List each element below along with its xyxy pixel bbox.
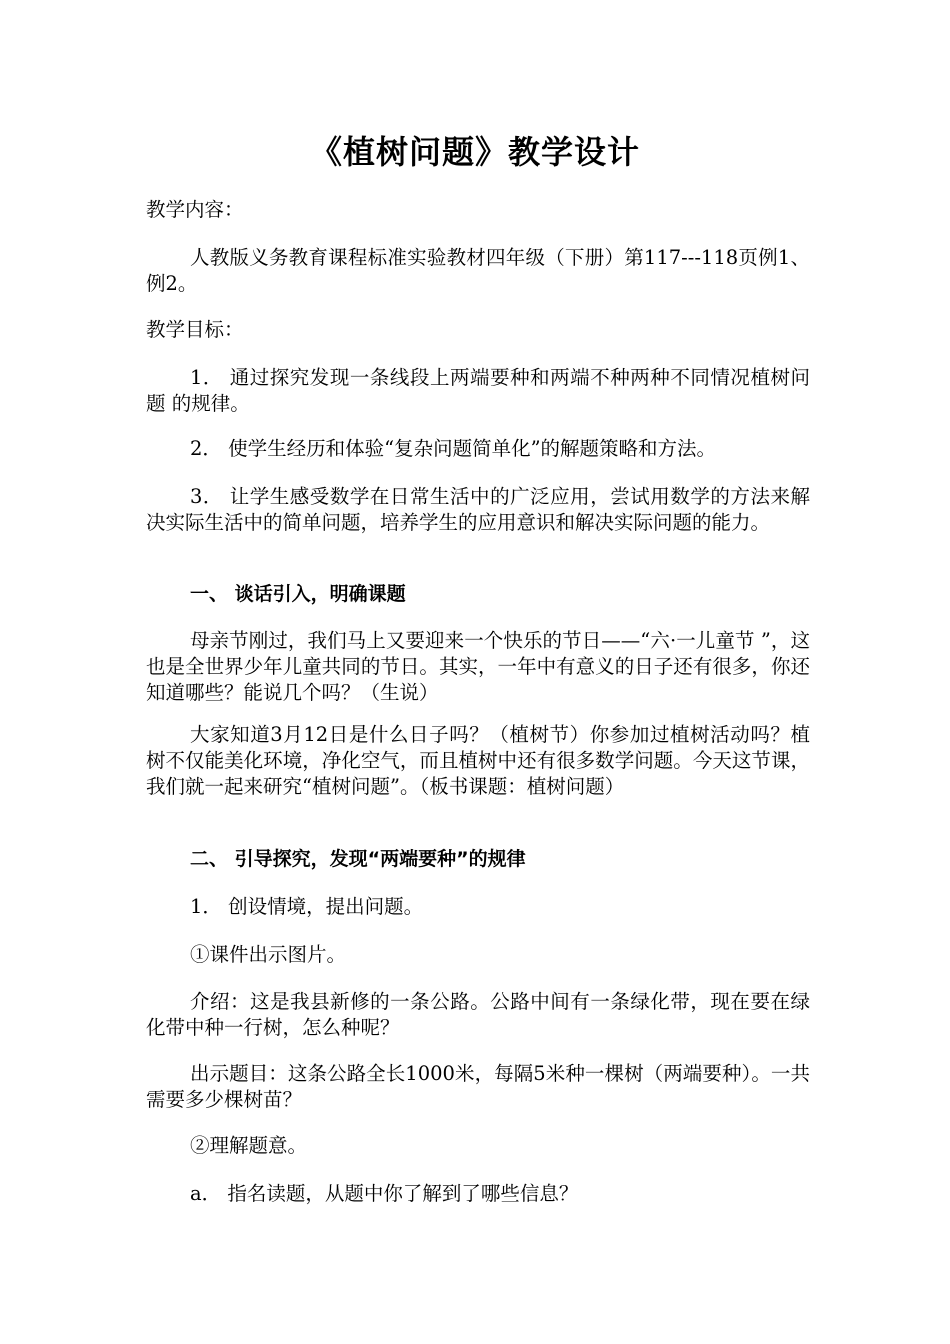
- step-read-problem: a． 指名读题，从题中你了解到了哪些信息？: [190, 1182, 579, 1205]
- section-label-objectives: 教学目标：: [146, 318, 244, 341]
- heading-part-1: 一、 谈话引入，明确课题: [190, 583, 406, 605]
- paragraph-problem: 出示题目：这条公路全长1000米，每隔5米种一棵树（两端要种）。一共需要多少棵树苗？: [146, 1062, 810, 1111]
- objective-3: 3． 让学生感受数学在日常生活中的广泛应用，尝试用数学的方法来解决实际生活中的简单问题，培养学生的应用意识和解决实际问题的能力。: [146, 485, 810, 534]
- step-1: 1． 创设情境，提出问题。: [190, 895, 424, 918]
- paragraph-intro-1: 母亲节刚过，我们马上又要迎来一个快乐的节日——“六·一儿童节 ”，这也是全世界少年儿童共同的节日。其实，一年中有意义的日子还有很多，你还知道哪些？能说几个吗？（生说）: [146, 629, 810, 704]
- paragraph-intro-2: 大家知道3月12日是什么日子吗？（植树节）你参加过植树活动吗？植树不仅能美化环境，净化空气，而且植树中还有很多数学问题。今天这节课，我们就一起来研究“植树问题”。（板书课题：植树问题）: [146, 723, 810, 798]
- paragraph-introduction: 介绍：这是我县新修的一条公路。公路中间有一条绿化带，现在要在绿化带中种一行树，怎么种呢？: [146, 990, 810, 1039]
- step-understand: ②理解题意。: [190, 1134, 308, 1157]
- paragraph-content: 人教版义务教育课程标准实验教材四年级（下册）第117---118页例1、例2。: [146, 246, 810, 295]
- step-show-picture: ①课件出示图片。: [190, 943, 347, 966]
- document-title: 《植树问题》教学设计: [309, 133, 640, 171]
- objective-1: 1． 通过探究发现一条线段上两端要种和两端不种两种不同情况植树问题 的规律。: [146, 366, 810, 415]
- heading-part-2: 二、 引导探究，发现“两端要种”的规律: [190, 848, 526, 870]
- objective-2: 2． 使学生经历和体验“复杂问题简单化”的解题策略和方法。: [190, 437, 717, 460]
- section-label-content: 教学内容：: [146, 198, 244, 221]
